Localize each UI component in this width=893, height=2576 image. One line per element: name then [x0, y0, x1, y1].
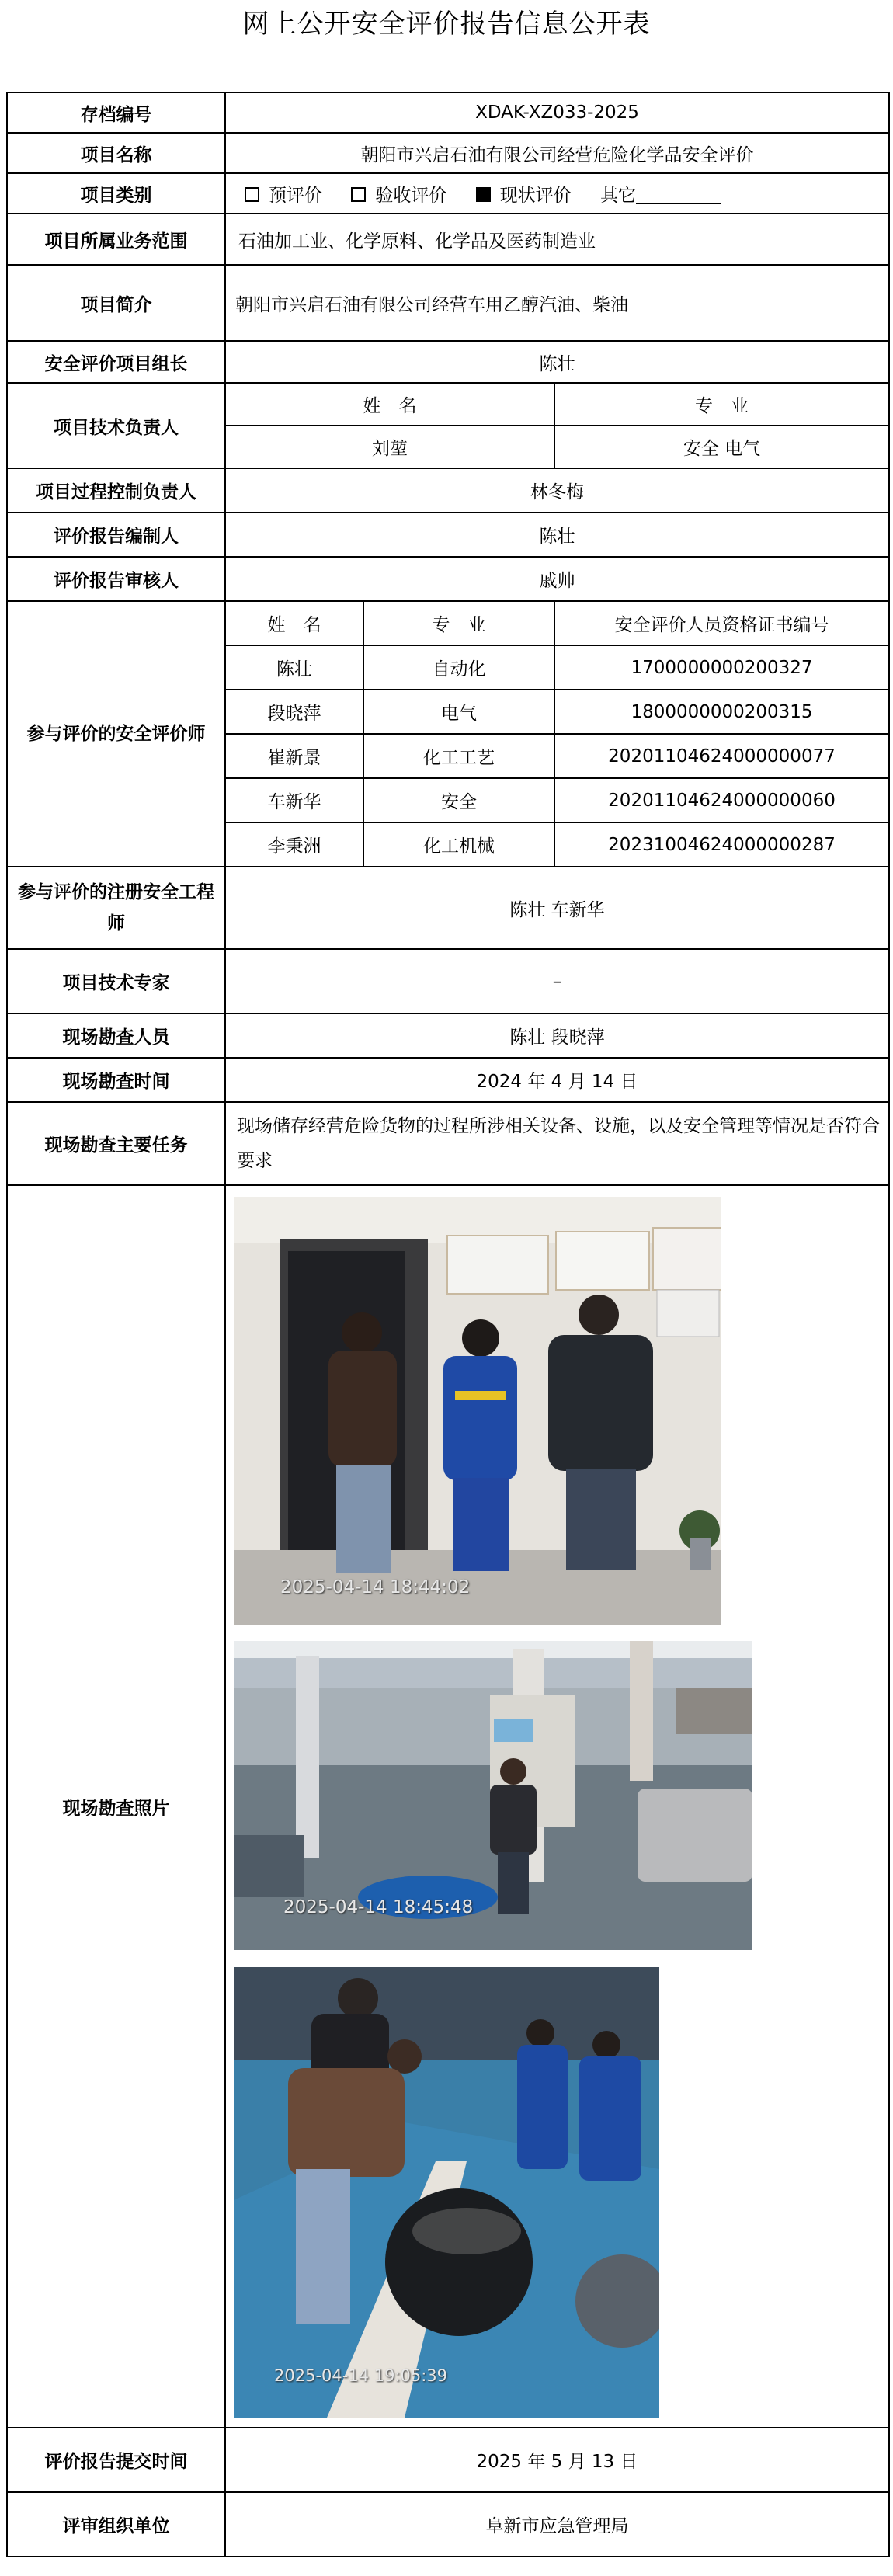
site-photo-1 [234, 1197, 721, 1625]
option-pre-eval-label: 预评价 [269, 185, 322, 206]
row-intro [7, 265, 889, 341]
experts-label: 项目技术专家 [7, 949, 225, 1013]
survey-time-label: 现场勘查时间 [7, 1058, 225, 1102]
assessor-name: 段晓萍 [225, 690, 363, 734]
assessor-cert: 20231004624000000287 [554, 822, 889, 867]
checkbox-status-eval [476, 187, 491, 202]
option-other-label: 其它 [599, 185, 636, 206]
row-photos [7, 1185, 889, 2428]
survey-time-value: 2024 年 4 月 14 日 [225, 1058, 889, 1102]
compiler-label: 评价报告编制人 [7, 513, 225, 557]
option-status-eval-label: 现状评价 [499, 185, 572, 206]
project-type-label: 项目类别 [7, 173, 225, 214]
tech-lead-name: 刘堃 [225, 426, 554, 468]
assessor-cert: 1800000000200315 [554, 690, 889, 734]
assessor-cert: 1700000000200327 [554, 645, 889, 690]
assessors-col-major: 专 业 [363, 601, 554, 645]
photo-1-timestamp: 2025-04-14 18:44:02 [280, 1577, 471, 1597]
assessor-major: 自动化 [363, 645, 554, 690]
assessors-col-cert: 安全评价人员资格证书编号 [554, 601, 889, 645]
site-photo-2 [234, 1641, 752, 1950]
checkbox-pre-eval [245, 187, 259, 202]
compiler-value: 陈壮 [225, 513, 889, 557]
assessor-major: 安全 [363, 778, 554, 822]
row-project-name [7, 133, 889, 173]
row-submit-time [7, 2428, 889, 2492]
row-survey-task [7, 1102, 889, 1185]
row-team-leader [7, 341, 889, 383]
option-other [600, 186, 721, 206]
tech-lead-col-name: 姓 名 [225, 383, 554, 426]
photo-2-timestamp: 2025-04-14 18:45:48 [283, 1897, 474, 1917]
photos-label: 现场勘查照片 [7, 1185, 225, 2428]
info-table [6, 92, 890, 2557]
submit-time-value: 2025 年 5 月 13 日 [225, 2428, 889, 2492]
row-survey-time [7, 1058, 889, 1102]
team-leader-value: 陈壮 [225, 341, 889, 383]
site-photo-1-image [234, 1197, 721, 1625]
business-scope-label: 项目所属业务范围 [7, 214, 225, 265]
site-photo-3 [234, 1967, 659, 2418]
reviewer-label: 评价报告审核人 [7, 557, 225, 601]
assessor-name: 车新华 [225, 778, 363, 822]
project-type-options [225, 173, 889, 214]
tech-lead-col-major: 专 业 [554, 383, 889, 426]
checkbox-acceptance-eval [351, 187, 366, 202]
option-acceptance-eval [351, 186, 446, 206]
photo-3-timestamp: 2025-04-14 19:05:39 [274, 2366, 448, 2385]
submit-time-label: 评价报告提交时间 [7, 2428, 225, 2492]
other-blank-line [636, 186, 721, 204]
review-org-label: 评审组织单位 [7, 2492, 225, 2557]
option-acceptance-eval-label: 验收评价 [375, 185, 447, 206]
process-control-label: 项目过程控制负责人 [7, 468, 225, 513]
row-compiler [7, 513, 889, 557]
option-pre-eval [245, 186, 322, 206]
photos-area [226, 1186, 888, 2425]
assessor-name: 崔新景 [225, 734, 363, 778]
reviewer-value: 戚帅 [225, 557, 889, 601]
row-tech-lead-header [7, 383, 889, 426]
business-scope-value: 石油加工业、化学原料、化学品及医药制造业 [225, 214, 889, 265]
photos-cell [225, 1185, 889, 2428]
team-leader-label: 安全评价项目组长 [7, 341, 225, 383]
row-process-control [7, 468, 889, 513]
assessor-major: 化工机械 [363, 822, 554, 867]
review-org-value: 阜新市应急管理局 [225, 2492, 889, 2557]
site-photo-3-image [234, 1967, 659, 2418]
survey-staff-label: 现场勘查人员 [7, 1013, 225, 1058]
tech-lead-label: 项目技术负责人 [7, 383, 225, 468]
reg-engineers-value: 陈壮 车新华 [225, 867, 889, 949]
process-control-value: 林冬梅 [225, 468, 889, 513]
row-survey-staff [7, 1013, 889, 1058]
archive-no-value: XDAK-XZ033-2025 [225, 92, 889, 133]
row-reviewer [7, 557, 889, 601]
assessor-name: 陈壮 [225, 645, 363, 690]
survey-staff-value: 陈壮 段晓萍 [225, 1013, 889, 1058]
project-name-label: 项目名称 [7, 133, 225, 173]
intro-value: 朝阳市兴启石油有限公司经营车用乙醇汽油、柴油 [225, 265, 889, 341]
row-experts [7, 949, 889, 1013]
intro-label: 项目简介 [7, 265, 225, 341]
row-reg-engineers [7, 867, 889, 949]
assessor-name: 李秉洲 [225, 822, 363, 867]
assessor-major: 电气 [363, 690, 554, 734]
option-status-eval [476, 186, 572, 206]
row-business-scope [7, 214, 889, 265]
assessors-col-name: 姓 名 [225, 601, 363, 645]
page-title: 网上公开安全评价报告信息公开表 [242, 9, 651, 40]
row-archive-no [7, 92, 889, 133]
assessor-major: 化工工艺 [363, 734, 554, 778]
reg-engineers-label: 参与评价的注册安全工程师 [7, 867, 225, 949]
archive-no-label: 存档编号 [7, 92, 225, 133]
experts-value: – [225, 949, 889, 1013]
survey-task-value: 现场储存经营危险货物的过程所涉相关设备、设施，以及安全管理等情况是否符合要求 [225, 1102, 889, 1185]
row-assessors-header [7, 601, 889, 645]
row-review-org [7, 2492, 889, 2557]
assessor-cert: 20201104624000000060 [554, 778, 889, 822]
tech-lead-major: 安全 电气 [554, 426, 889, 468]
project-name-value: 朝阳市兴启石油有限公司经营危险化学品安全评价 [225, 133, 889, 173]
assessors-label: 参与评价的安全评价师 [7, 601, 225, 867]
assessor-cert: 20201104624000000077 [554, 734, 889, 778]
survey-task-label: 现场勘查主要任务 [7, 1102, 225, 1185]
row-project-type [7, 173, 889, 214]
